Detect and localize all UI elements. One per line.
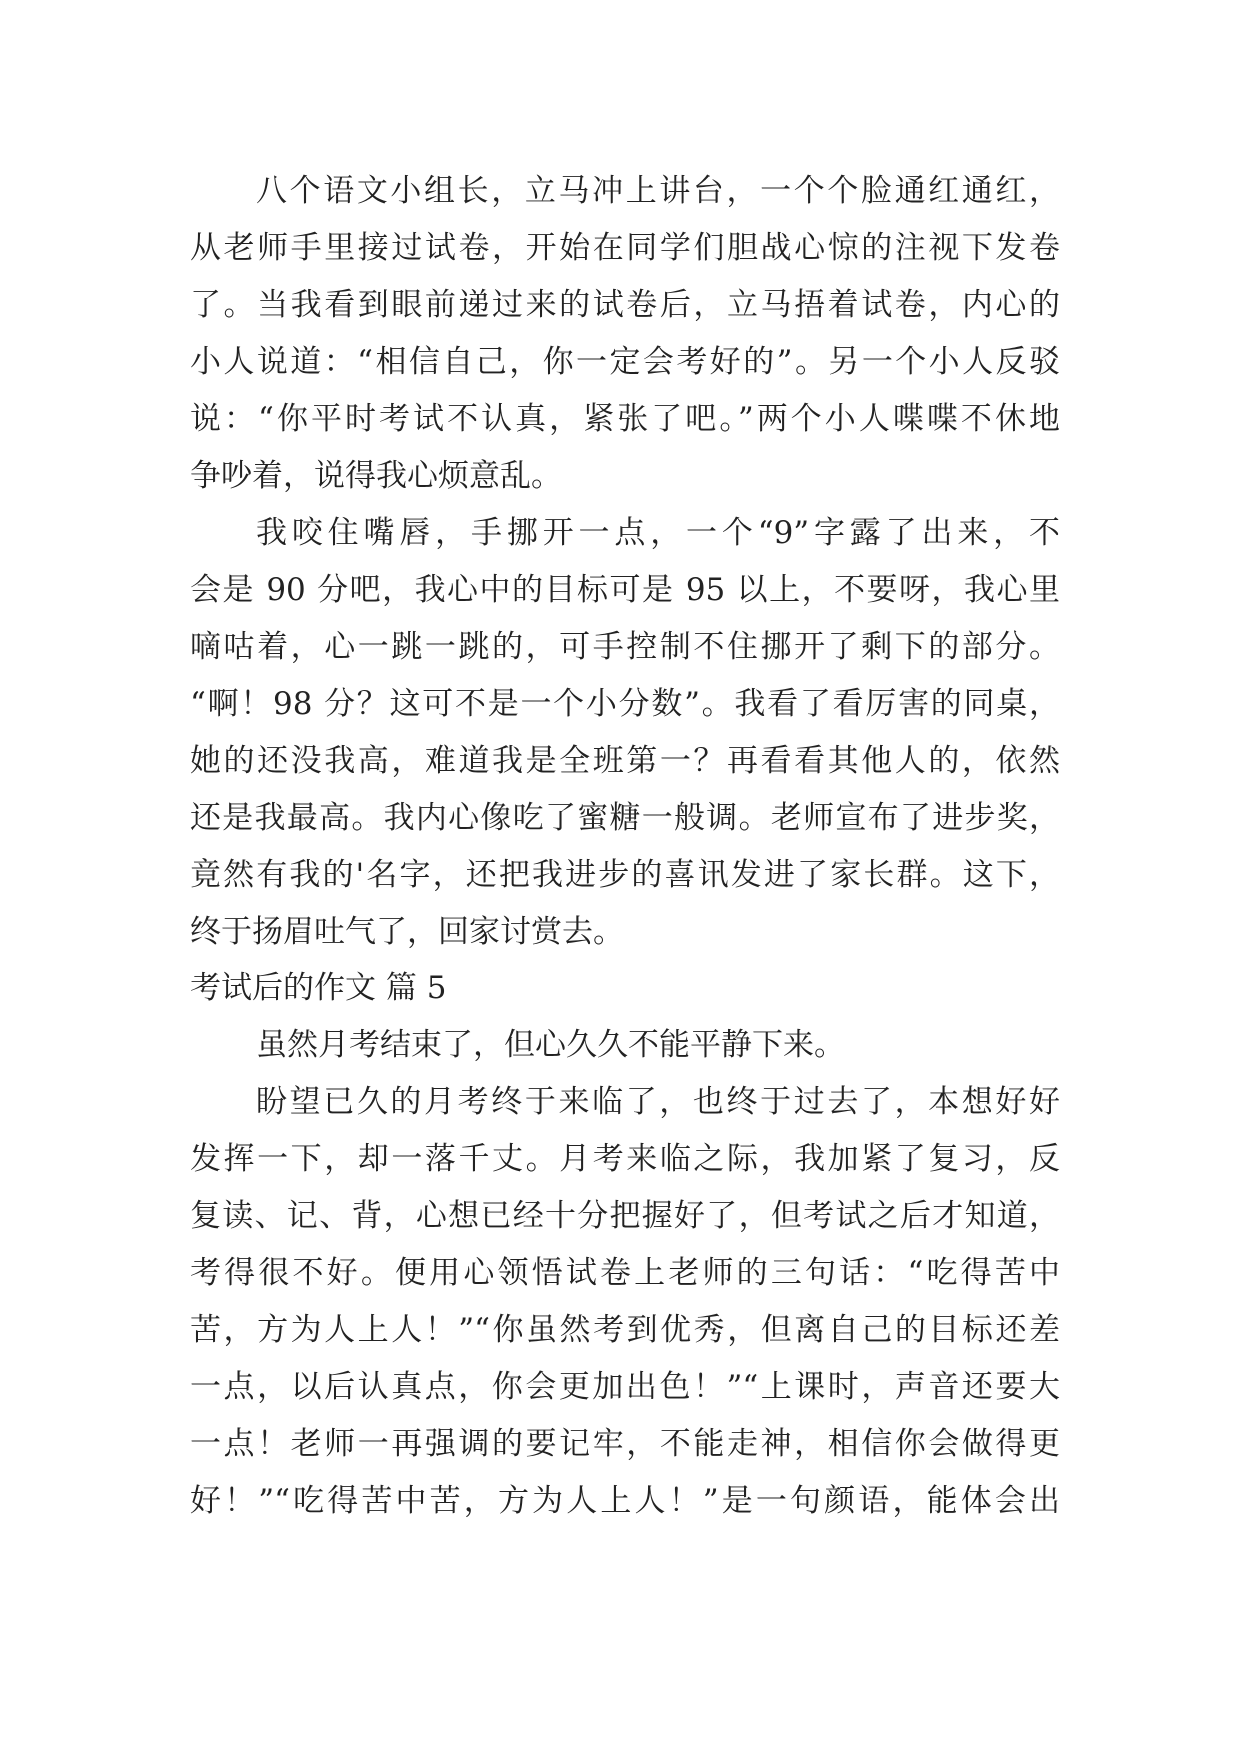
paragraph-line: 一点，以后认真点，你会更加出色！”“上课时，声音还要大	[190, 1369, 1060, 1405]
paragraph-line: 说：“你平时考试不认真，紧张了吧。”两个小人喋喋不休地	[190, 401, 1060, 437]
paragraph-line: 嘀咕着，心一跳一跳的，可手控制不住挪开了剩下的部分。	[190, 629, 1060, 665]
paragraph-line: 盼望已久的月考终于来临了，也终于过去了，本想好好	[256, 1084, 1060, 1120]
paragraph-line: 终于扬眉吐气了，回家讨赏去。	[190, 914, 624, 950]
paragraph-line: 了。当我看到眼前递过来的试卷后，立马捂着试卷，内心的	[190, 287, 1060, 323]
paragraph-line: 好！”“吃得苦中苦，方为人上人！”是一句颜语，能体会出	[190, 1483, 1060, 1519]
paragraph-line: 争吵着，说得我心烦意乱。	[190, 458, 562, 494]
paragraph-line: “啊！98 分？这可不是一个小分数”。我看了看厉害的同桌，	[190, 686, 1060, 722]
paragraph-line: 会是 90 分吧，我心中的目标可是 95 以上，不要呀，我心里	[190, 572, 1060, 608]
paragraph-line: 我咬住嘴唇，手挪开一点，一个“9”字露了出来，不	[256, 515, 1060, 551]
paragraph-line: 一点！老师一再强调的要记牢，不能走神，相信你会做得更	[190, 1426, 1060, 1462]
section-heading: 考试后的作文 篇 5	[190, 970, 447, 1006]
paragraph-line: 她的还没我高，难道我是全班第一？再看看其他人的，依然	[190, 743, 1060, 779]
paragraph-line: 苦，方为人上人！”“你虽然考到优秀，但离自己的目标还差	[190, 1312, 1060, 1348]
paragraph-line: 竟然有我的'名字，还把我进步的喜讯发进了家长群。这下，	[190, 857, 1060, 893]
paragraph-line: 复读、记、背，心想已经十分把握好了，但考试之后才知道，	[190, 1198, 1060, 1234]
paragraph-line: 八个语文小组长，立马冲上讲台，一个个脸通红通红，	[256, 173, 1060, 209]
paragraph-line: 小人说道：“相信自己，你一定会考好的”。另一个小人反驳	[190, 344, 1060, 380]
paragraph-line: 考得很不好。便用心领悟试卷上老师的三句话：“吃得苦中	[190, 1255, 1060, 1291]
paragraph-line: 发挥一下，却一落千丈。月考来临之际，我加紧了复习，反	[190, 1141, 1060, 1177]
paragraph-line: 虽然月考结束了，但心久久不能平静下来。	[256, 1027, 845, 1063]
paragraph-line: 还是我最高。我内心像吃了蜜糖一般调。老师宣布了进步奖，	[190, 800, 1060, 836]
paragraph-line: 从老师手里接过试卷，开始在同学们胆战心惊的注视下发卷	[190, 230, 1060, 266]
